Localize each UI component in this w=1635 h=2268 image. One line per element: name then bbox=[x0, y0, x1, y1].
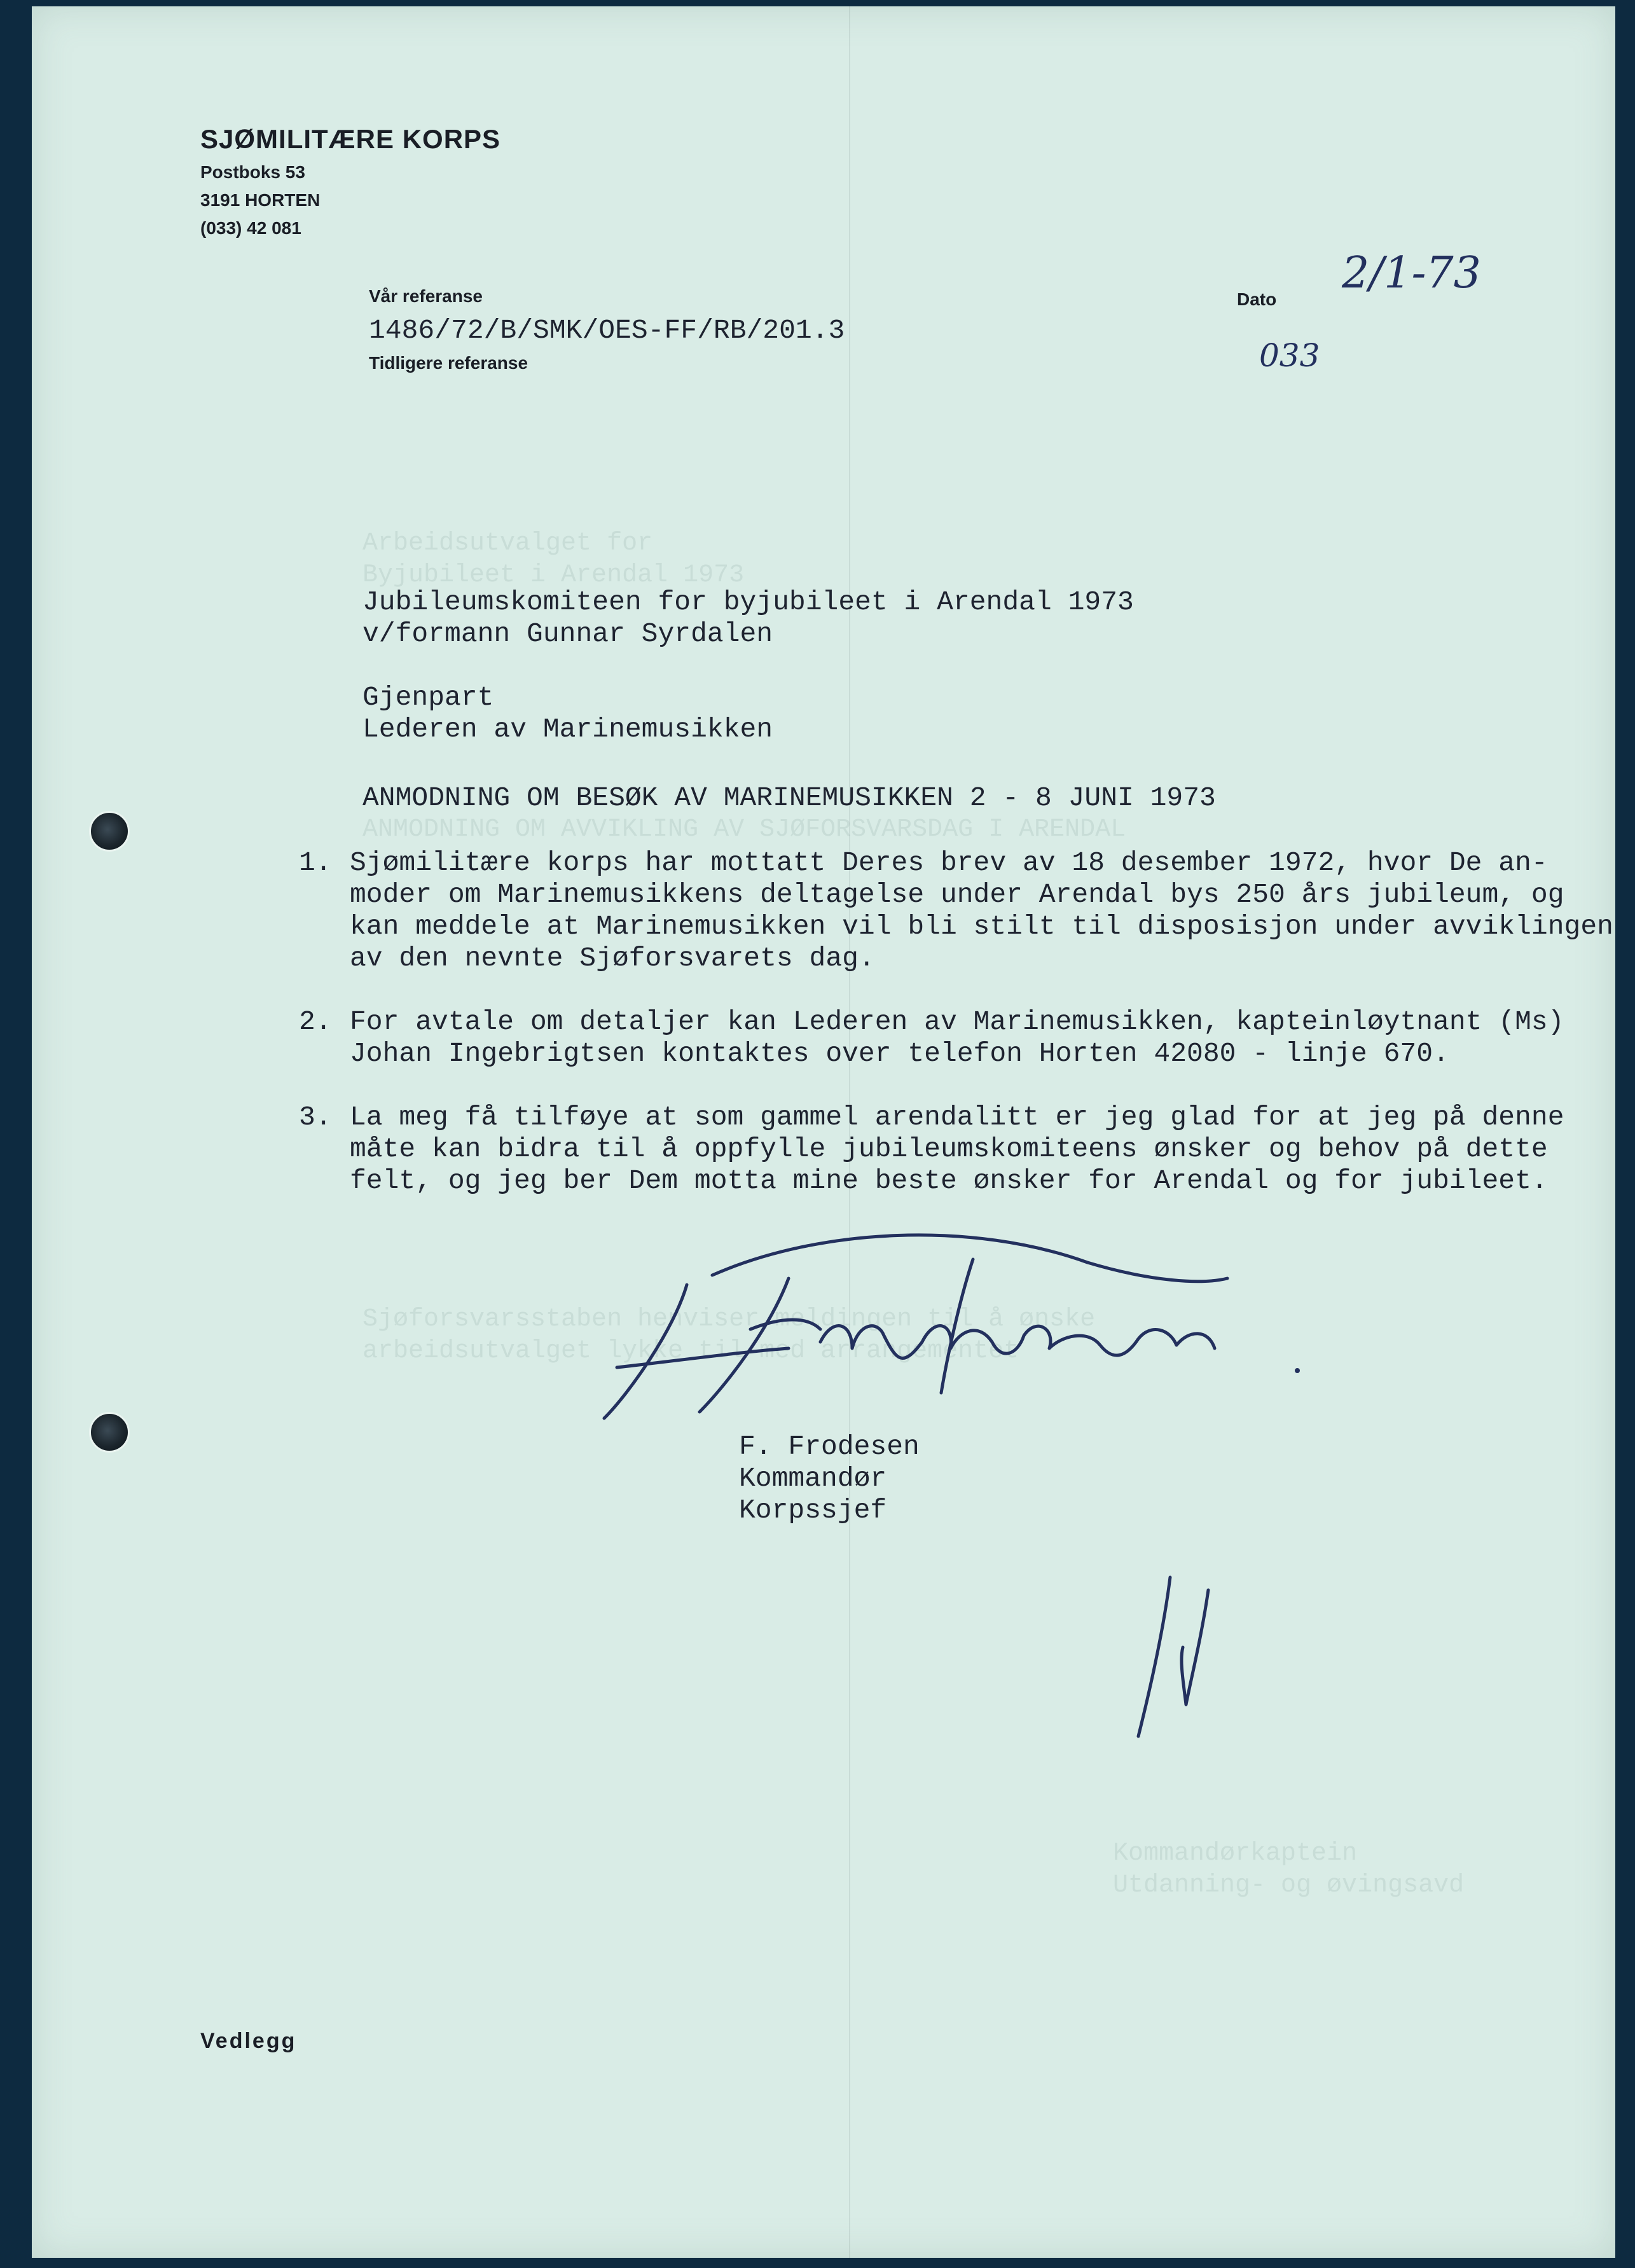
punch-hole bbox=[89, 1412, 130, 1453]
our-reference-label: Vår referanse bbox=[369, 286, 483, 306]
handwritten-date: 2/1-73 bbox=[1342, 248, 1481, 298]
organization-name: SJØMILITÆRE KORPS bbox=[200, 124, 501, 154]
previous-reference-label: Tidligere referanse bbox=[369, 353, 528, 373]
attachment-label: Vedlegg bbox=[200, 2029, 297, 2053]
letterhead bbox=[200, 124, 500, 242]
bleed-through-text: ANMODNING OM AVVIKLING AV SJØFORSVARSDAG I ARENDAL bbox=[362, 815, 1126, 844]
paragraph-1 bbox=[299, 847, 1613, 974]
paragraph-number: 3. bbox=[299, 1102, 332, 1133]
paragraph-3 bbox=[299, 1102, 1596, 1197]
bleed-through-text: Arbeidsutvalget for Byjubileet i Arendal 1973 bbox=[362, 529, 745, 590]
handwritten-signature bbox=[579, 1202, 1342, 1456]
phone-number: (033) 42 081 bbox=[200, 218, 301, 238]
paragraph-number: 2. bbox=[299, 1006, 332, 1037]
copy-recipient: Lederen av Marinemusikken bbox=[362, 714, 773, 745]
letter-page bbox=[32, 6, 1615, 2258]
addressee-line-1: Jubileumskomiteen for byjubileet i Arendal 1973 bbox=[362, 586, 1134, 618]
paragraph-text: For avtale om detaljer kan Lederen av Marinemusikken, kapteinløytnant (Ms) Johan Ingebrigtsen kontaktes over telefon Horten 42080 - linje 670. bbox=[350, 1006, 1564, 1069]
signatory-position: Korpssjef bbox=[739, 1495, 887, 1526]
copy-label: Gjenpart bbox=[362, 682, 494, 713]
paragraph-number: 1. bbox=[299, 847, 332, 878]
paragraph-text: Sjømilitære korps har mottatt Deres brev av 18 desember 1972, hvor De an- moder om Marinemusikkens deltagelse under Arendal bys 250 års jubileum, og kan meddele at Marinemusikken vil bli stilt til disposisjon under avviklingen av den nevnte Sjøforsvarets dag. bbox=[350, 847, 1613, 974]
subject-line: ANMODNING OM BESØK AV MARINEMUSIKKEN 2 - 8 JUNI 1973 bbox=[362, 782, 1216, 813]
paragraph-text: La meg få tilføye at som gammel arendalitt er jeg glad for at jeg på denne måte kan bidra til å oppfylle jubileumskomiteens ønsker og behov på dette felt, og jeg ber Dem motta mine beste ønsker for Arendal og for jubileet. bbox=[350, 1102, 1564, 1196]
bleed-through-text: Kommandørkaptein Utdanning- og øvingsavd bbox=[1113, 1839, 1465, 1900]
addressee-line-2: v/formann Gunnar Syrdalen bbox=[362, 618, 773, 649]
our-reference-value: 1486/72/B/SMK/OES-FF/RB/201.3 bbox=[369, 315, 845, 346]
bleed-through-text: Sjøforsvarsstaben henviser meldingen til å ønske arbeidsutvalget lykke til med arrangementet bbox=[362, 1305, 1096, 1366]
handwritten-code: 033 bbox=[1259, 337, 1320, 374]
signatory-title: Kommandør bbox=[739, 1463, 887, 1494]
postcode-city: 3191 HORTEN bbox=[200, 190, 321, 210]
postbox: Postboks 53 bbox=[200, 162, 305, 182]
signatory-name: F. Frodesen bbox=[739, 1431, 920, 1462]
date-label: Dato bbox=[1237, 289, 1277, 309]
handwritten-initials-mark bbox=[1126, 1571, 1227, 1749]
paragraph-2 bbox=[299, 1006, 1596, 1070]
punch-hole bbox=[89, 811, 130, 852]
